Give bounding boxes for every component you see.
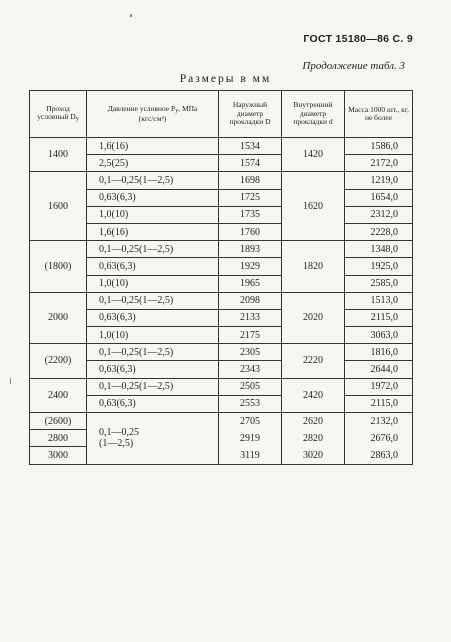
pressure-cell: 2,5(25) (87, 155, 219, 172)
mass-cell: 2312,0 (345, 206, 413, 223)
mass-cell: 2172,0 (345, 155, 413, 172)
outer-diameter-cell: 2133 (219, 309, 282, 326)
mass-cell: 2585,0 (345, 275, 413, 292)
pressure-cell: 1,0(10) (87, 327, 219, 344)
col-header-nominal-bore: Проход условный Dу (30, 91, 87, 138)
mass-cell: 2644,0 (345, 361, 413, 378)
outer-diameter-cell: 1725 (219, 189, 282, 206)
inner-diameter-cell: 1420 (282, 138, 345, 172)
outer-diameter-cell: 3119 (219, 447, 282, 464)
outer-diameter-cell: 1735 (219, 206, 282, 223)
table-row (30, 361, 413, 378)
table-row (30, 292, 413, 309)
outer-diameter-cell: 1534 (219, 138, 282, 155)
outer-diameter-cell: 2175 (219, 327, 282, 344)
du-cell: 3000 (30, 447, 87, 464)
table-row (30, 206, 413, 223)
du-cell: 2800 (30, 430, 87, 447)
outer-diameter-cell: 2505 (219, 378, 282, 395)
mass-cell: 1348,0 (345, 241, 413, 258)
inner-diameter-cell: 2820 (282, 430, 345, 447)
mass-cell: 2676,0 (345, 430, 413, 447)
mass-cell: 3063,0 (345, 327, 413, 344)
col-header-pressure: Давление условное Pу, МПа (кгс/см²) (87, 91, 219, 138)
du-cell: 2000 (30, 292, 87, 344)
inner-diameter-cell: 1620 (282, 172, 345, 241)
page-header: ГОСТ 15180—86 С. 9 (303, 33, 413, 45)
table-row (30, 223, 413, 240)
du-cell: (1800) (30, 241, 87, 293)
du-cell: 2400 (30, 378, 87, 412)
col-header-inner-diameter: Внутренний диаметр прокладки d (282, 91, 345, 138)
table-continuation-label: Продолжение табл. 3 (302, 60, 405, 72)
mass-cell: 1586,0 (345, 138, 413, 155)
sizes-caption: Размеры в мм (179, 73, 272, 85)
table-row (30, 138, 413, 155)
inner-diameter-cell: 2620 (282, 413, 345, 430)
table-row (30, 344, 413, 361)
inner-diameter-cell: 2020 (282, 292, 345, 344)
table-row (30, 378, 413, 395)
outer-diameter-cell: 1698 (219, 172, 282, 189)
inner-diameter-cell: 3020 (282, 447, 345, 464)
outer-diameter-cell: 2305 (219, 344, 282, 361)
outer-diameter-cell: 1893 (219, 241, 282, 258)
du-cell: 1600 (30, 172, 87, 241)
table-row (30, 241, 413, 258)
pressure-cell: 0,1—0,25(1—2,5) (87, 241, 219, 258)
pressure-cell: 0,63(6,3) (87, 361, 219, 378)
table-row (30, 413, 413, 430)
outer-diameter-cell: 1574 (219, 155, 282, 172)
pressure-cell: 0,1—0,25 (1—2,5) (87, 413, 219, 465)
outer-diameter-cell: 2553 (219, 395, 282, 412)
outer-diameter-cell: 2919 (219, 430, 282, 447)
du-cell: 1400 (30, 138, 87, 172)
scan-speck (130, 14, 132, 17)
inner-diameter-cell: 1820 (282, 241, 345, 293)
table-row (30, 395, 413, 412)
pressure-cell: 1,6(16) (87, 138, 219, 155)
table-row (30, 309, 413, 326)
col-header-outer-diameter: Наружный диаметр прокладки D (219, 91, 282, 138)
pressure-cell: 0,1—0,25(1—2,5) (87, 292, 219, 309)
mass-cell: 1972,0 (345, 378, 413, 395)
mass-cell: 2132,0 (345, 413, 413, 430)
pressure-cell: 1,0(10) (87, 206, 219, 223)
outer-diameter-cell: 2343 (219, 361, 282, 378)
pressure-cell: 1,0(10) (87, 275, 219, 292)
mass-cell: 1513,0 (345, 292, 413, 309)
pressure-cell: 0,1—0,25(1—2,5) (87, 378, 219, 395)
inner-diameter-cell: 2220 (282, 344, 345, 378)
pressure-cell: 0,1—0,25(1—2,5) (87, 344, 219, 361)
table-row (30, 172, 413, 189)
pressure-cell: 0,63(6,3) (87, 189, 219, 206)
pressure-cell: 0,1—0,25(1—2,5) (87, 172, 219, 189)
inner-diameter-cell: 2420 (282, 378, 345, 412)
pressure-cell: 0,63(6,3) (87, 395, 219, 412)
table-row (30, 155, 413, 172)
pressure-cell: 0,63(6,3) (87, 258, 219, 275)
outer-diameter-cell: 1760 (219, 223, 282, 240)
mass-cell: 1925,0 (345, 258, 413, 275)
pressure-cell: 1,6(16) (87, 223, 219, 240)
table-row (30, 258, 413, 275)
outer-diameter-cell: 2098 (219, 292, 282, 309)
mass-cell: 2115,0 (345, 395, 413, 412)
mass-cell: 2228,0 (345, 223, 413, 240)
table-row (30, 275, 413, 292)
mass-cell: 1654,0 (345, 189, 413, 206)
mass-cell: 2863,0 (345, 447, 413, 464)
outer-diameter-cell: 2705 (219, 413, 282, 430)
mass-cell: 1816,0 (345, 344, 413, 361)
mass-cell: 1219,0 (345, 172, 413, 189)
scan-speck (10, 378, 11, 384)
gasket-dimensions-table (29, 90, 413, 465)
mass-cell: 2115,0 (345, 309, 413, 326)
col-header-mass: Масса 1000 шт., кг, не более (345, 91, 413, 138)
outer-diameter-cell: 1929 (219, 258, 282, 275)
table-row (30, 189, 413, 206)
du-cell: (2600) (30, 413, 87, 430)
outer-diameter-cell: 1965 (219, 275, 282, 292)
du-cell: (2200) (30, 344, 87, 378)
table-row (30, 327, 413, 344)
pressure-cell: 0,63(6,3) (87, 309, 219, 326)
